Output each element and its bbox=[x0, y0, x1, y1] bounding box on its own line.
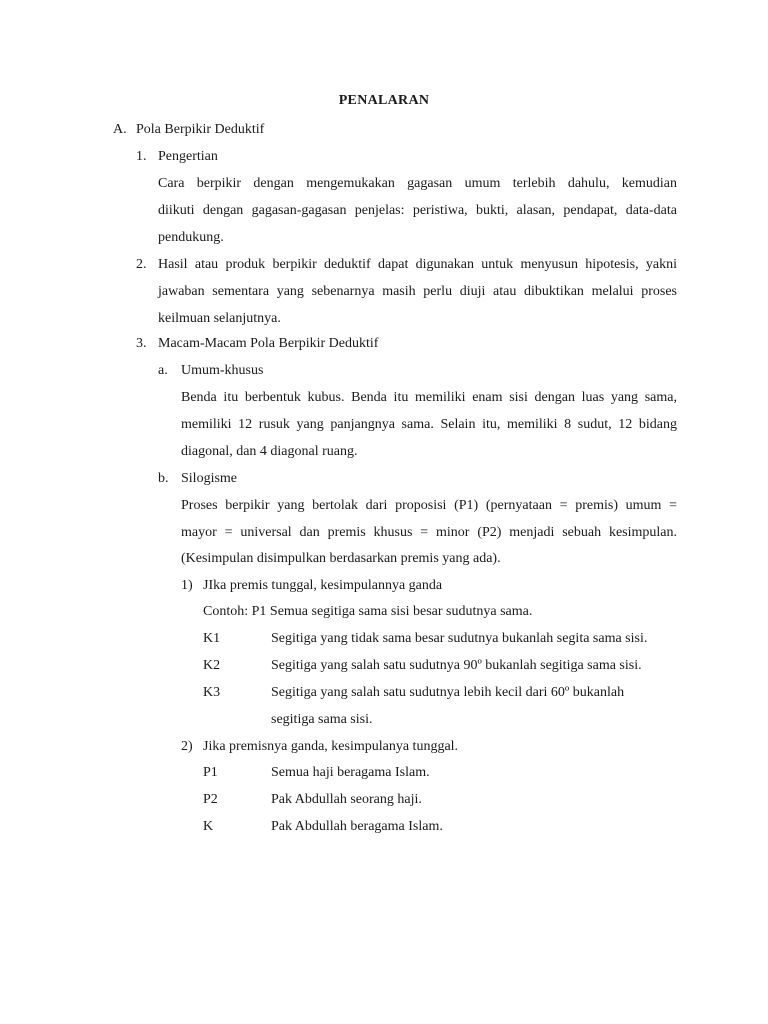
sub-a-line: Benda itu berbentuk kubus. Benda itu memiliki enam sisi dengan luas yang sama, bbox=[181, 390, 677, 405]
item1-line: Cara berpikir dengan mengemukakan gagasan umum terlebih dahulu, kemudian bbox=[158, 176, 677, 191]
case2-row-label: P2 bbox=[203, 792, 218, 807]
case2-row-label: P1 bbox=[203, 765, 218, 780]
item1-line: diikuti dengan gagasan-gagasan penjelas: peristiwa, bukti, alasan, pendapat, data-data bbox=[158, 203, 677, 218]
sub-a-heading: Umum-khusus bbox=[181, 363, 264, 378]
case1-row-label: K1 bbox=[203, 631, 221, 646]
item1-line: pendukung. bbox=[158, 230, 224, 245]
sub-b-line: Proses berpikir yang bertolak dari proposisi (P1) (pernyataan = premis) umum = bbox=[181, 498, 677, 513]
sub-a-marker: a. bbox=[158, 363, 168, 378]
case2-row-text: Pak Abdullah beragama Islam. bbox=[271, 819, 443, 834]
case1-row-label: K3 bbox=[203, 685, 221, 700]
sub-a-line: memiliki 12 rusuk yang panjangnya sama. Selain itu, memiliki 8 sudut, 12 bidang bbox=[181, 417, 677, 432]
case2-heading: Jika premisnya ganda, kesimpulanya tunggal. bbox=[203, 739, 459, 754]
case1-marker: 1) bbox=[181, 578, 193, 593]
sub-b-line: mayor = universal dan premis khusus = minor (P2) menjadi sebuah kesimpulan. bbox=[181, 525, 677, 540]
case1-row-text-cont: segitiga sama sisi. bbox=[271, 712, 373, 727]
case1-row-text: Segitiga yang salah satu sudutnya 90º bukanlah segitiga sama sisi. bbox=[271, 658, 642, 673]
case2-row-text: Semua haji beragama Islam. bbox=[271, 765, 430, 780]
case1-heading: JIka premis tunggal, kesimpulannya ganda bbox=[203, 578, 443, 593]
case1-row-text: Segitiga yang tidak sama besar sudutnya bukanlah segita sama sisi. bbox=[271, 631, 648, 646]
sub-b-marker: b. bbox=[158, 471, 169, 486]
item2-line: Hasil atau produk berpikir deduktif dapat digunakan untuk menyusun hipotesis, yakni bbox=[158, 257, 677, 272]
case2-marker: 2) bbox=[181, 739, 193, 754]
page-title: PENALARAN bbox=[338, 93, 430, 108]
section-a-marker: A. bbox=[113, 122, 127, 137]
item1-heading: Pengertian bbox=[158, 149, 218, 164]
item2-line: keilmuan selanjutnya. bbox=[158, 311, 281, 326]
case1-example: Contoh: P1 Semua segitiga sama sisi besar sudutnya sama. bbox=[203, 604, 533, 619]
sub-b-heading: Silogisme bbox=[181, 471, 238, 486]
case2-row-text: Pak Abdullah seorang haji. bbox=[271, 792, 422, 807]
item2-marker: 2. bbox=[136, 257, 147, 272]
case1-row-text: Segitiga yang salah satu sudutnya lebih kecil dari 60º bukanlah bbox=[271, 685, 625, 700]
sub-b-line: (Kesimpulan disimpulkan berdasarkan premis yang ada). bbox=[181, 551, 501, 566]
item1-marker: 1. bbox=[136, 149, 147, 164]
case1-row-label: K2 bbox=[203, 658, 221, 673]
item3-heading: Macam-Macam Pola Berpikir Deduktif bbox=[158, 336, 379, 351]
section-a-heading: Pola Berpikir Deduktif bbox=[136, 122, 265, 137]
item2-line: jawaban sementara yang sebenarnya masih perlu diuji atau dibuktikan melalui proses bbox=[158, 284, 677, 299]
case2-row-label: K bbox=[203, 819, 214, 834]
sub-a-line: diagonal, dan 4 diagonal ruang. bbox=[181, 444, 358, 459]
item3-marker: 3. bbox=[136, 336, 147, 351]
